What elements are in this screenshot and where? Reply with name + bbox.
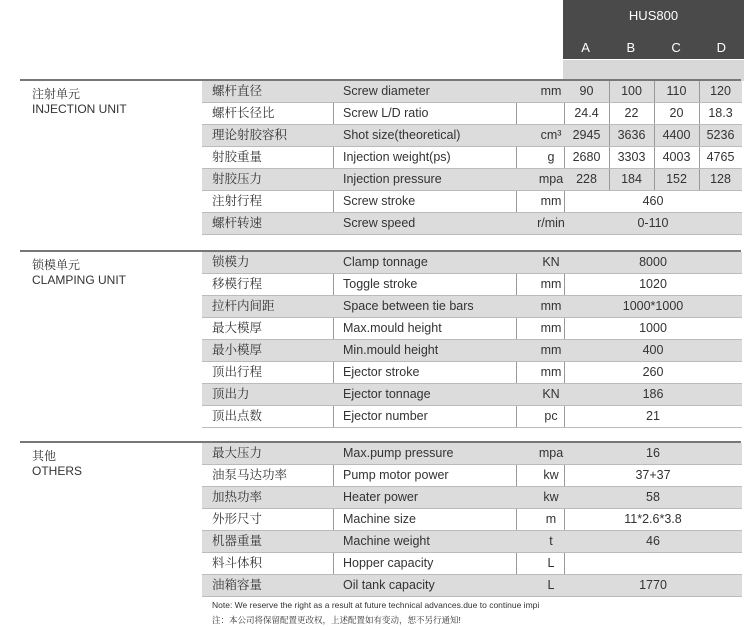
spec-value: 4400 [662, 128, 691, 142]
spec-unit: mm [540, 365, 562, 379]
spec-value: 46 [646, 534, 660, 548]
spec-row [202, 147, 742, 169]
spec-name-cn: 油箱容量 [212, 578, 263, 592]
spec-unit: mpa [538, 172, 564, 186]
spec-value: 5236 [706, 128, 735, 142]
spec-name-cn: 顶出行程 [212, 365, 263, 379]
spec-value: 0-110 [637, 216, 669, 230]
spec-unit: g [547, 150, 555, 164]
spec-name-cn: 料斗体积 [212, 556, 263, 570]
spec-name-cn: 注射行程 [212, 194, 263, 208]
spec-name-en: Machine weight [343, 534, 430, 548]
section-injection [20, 79, 741, 236]
spec-value: 152 [666, 172, 687, 186]
model-columns [563, 37, 744, 59]
spec-name-en: Clamp tonnage [343, 255, 428, 269]
spec-name-en: Ejector number [343, 409, 428, 423]
spec-value: 21 [646, 409, 660, 423]
section-label-cn: 其他 [32, 449, 57, 463]
spec-row [202, 509, 742, 531]
spec-value: 110 [666, 84, 687, 98]
value-divider [654, 169, 655, 190]
spec-row [202, 125, 742, 147]
spec-value: 20 [669, 106, 684, 120]
spec-row [202, 213, 742, 235]
spec-value: 1770 [639, 578, 667, 592]
spec-value: 24.4 [574, 106, 599, 120]
spec-row [202, 296, 742, 318]
spec-unit: mm [540, 299, 562, 313]
spec-value: 128 [710, 172, 731, 186]
spec-value: 90 [579, 84, 594, 98]
spec-name-cn: 外形尺寸 [212, 512, 263, 526]
section-label-en: INJECTION UNIT [32, 102, 127, 116]
spec-name-cn: 理论射胶容积 [212, 128, 288, 142]
spec-name-cn: 锁模力 [212, 255, 250, 269]
spec-value: 2680 [572, 150, 601, 164]
section-label [32, 258, 126, 288]
note-cn: 注：本公司将保留配置更改权，上述配置如有变动，恕不另行通知! [212, 615, 461, 625]
spec-row [202, 487, 742, 509]
spec-value: 1020 [639, 277, 667, 291]
spec-name-en: Space between tie bars [343, 299, 474, 313]
spec-unit: mm [540, 277, 562, 291]
spec-value: 260 [642, 365, 664, 379]
spec-row [202, 103, 742, 125]
spec-value: 460 [642, 194, 664, 208]
spec-value: 2945 [572, 128, 601, 142]
section-rows [202, 81, 742, 235]
spec-unit: mpa [538, 446, 564, 460]
value-divider [654, 147, 655, 168]
spec-name-en: Oil tank capacity [343, 578, 435, 592]
spec-value: 4003 [662, 150, 691, 164]
section-label [32, 449, 82, 479]
note-en: Note: We reserve the right as a result at future technical advances.due to continue impi [212, 600, 540, 610]
header-strip [563, 59, 744, 81]
spec-name-en: Ejector stroke [343, 365, 420, 379]
spec-name-en: Toggle stroke [343, 277, 418, 291]
spec-name-en: Max.mould height [343, 321, 442, 335]
section-rows [202, 443, 742, 597]
spec-name-cn: 螺杆长径比 [212, 106, 275, 120]
spec-value: 22 [624, 106, 639, 120]
value-divider [609, 103, 610, 124]
spec-unit: L [547, 556, 555, 570]
spec-row [202, 465, 742, 487]
value-divider [699, 103, 700, 124]
section-label-en: CLAMPING UNIT [32, 273, 127, 287]
spec-name-cn: 最大压力 [212, 446, 263, 460]
spec-unit: mm [540, 84, 562, 98]
section-clamping [20, 250, 741, 429]
value-divider [654, 103, 655, 124]
spec-unit: L [547, 578, 555, 592]
spec-name-cn: 顶出点数 [212, 409, 263, 423]
section-label-en: OTHERS [32, 464, 83, 478]
spec-name-en: Screw speed [343, 216, 416, 230]
spec-value: 3303 [617, 150, 646, 164]
value-divider [699, 81, 700, 102]
spec-name-cn: 螺杆直径 [212, 84, 263, 98]
spec-name-cn: 顶出力 [212, 387, 250, 401]
spec-value: 100 [621, 84, 642, 98]
spec-value: 400 [642, 343, 664, 357]
spec-name-cn: 射胶重量 [212, 150, 263, 164]
spec-name-cn: 螺杆转速 [212, 216, 263, 230]
model-name: HUS800 [628, 8, 679, 23]
spec-value: 58 [646, 490, 660, 504]
section-label-cn: 注射单元 [32, 87, 81, 101]
spec-row [202, 191, 742, 213]
spec-value: 37+37 [635, 468, 671, 482]
spec-name-cn: 最小模厚 [212, 343, 263, 357]
model-header [563, 0, 744, 80]
spec-row [202, 575, 742, 597]
spec-unit: kw [543, 468, 559, 482]
spec-name-en: Machine size [343, 512, 416, 526]
spec-row [202, 169, 742, 191]
spec-name-cn: 拉杆内间距 [212, 299, 275, 313]
spec-row [202, 81, 742, 103]
spec-name-en: Screw stroke [343, 194, 416, 208]
spec-value: 228 [576, 172, 597, 186]
spec-row [202, 252, 742, 274]
spec-name-cn: 机器重量 [212, 534, 263, 548]
spec-unit: m [545, 512, 557, 526]
spec-row [202, 406, 742, 428]
column-label: D [716, 40, 727, 55]
spec-row [202, 531, 742, 553]
spec-row [202, 274, 742, 296]
spec-row [202, 318, 742, 340]
value-divider [654, 81, 655, 102]
spec-name-en: Heater power [343, 490, 419, 504]
spec-unit: KN [542, 387, 560, 401]
value-divider [609, 81, 610, 102]
spec-value: 8000 [639, 255, 667, 269]
value-divider [654, 125, 655, 146]
section-label-cn: 锁模单元 [32, 258, 81, 272]
value-divider [609, 125, 610, 146]
section-rows [202, 252, 742, 428]
spec-name-en: Max.pump pressure [343, 446, 454, 460]
column-label: A [581, 40, 590, 55]
spec-value: 186 [642, 387, 664, 401]
spec-unit: mm [540, 321, 562, 335]
column-label: B [626, 40, 636, 55]
spec-value: 120 [710, 84, 731, 98]
spec-unit: r/min [537, 216, 565, 230]
spec-name-en: Ejector tonnage [343, 387, 431, 401]
spec-name-en: Min.mould height [343, 343, 439, 357]
value-divider [699, 147, 700, 168]
spec-name-en: Screw diameter [343, 84, 430, 98]
spec-row [202, 340, 742, 362]
spec-value: 11*2.6*3.8 [624, 512, 682, 526]
value-divider [609, 147, 610, 168]
spec-row [202, 362, 742, 384]
spec-value: 4765 [706, 150, 735, 164]
spec-name-en: Screw L/D ratio [343, 106, 429, 120]
spec-value: 1000*1000 [622, 299, 684, 313]
spec-name-cn: 加热功率 [212, 490, 263, 504]
spec-unit: kw [543, 490, 559, 504]
spec-unit: pc [544, 409, 558, 423]
section-label [32, 87, 127, 117]
spec-name-en: Shot size(theoretical) [343, 128, 461, 142]
spec-unit: mm [540, 194, 562, 208]
spec-unit: KN [542, 255, 560, 269]
spec-row [202, 443, 742, 465]
value-divider [699, 169, 700, 190]
spec-value: 1000 [639, 321, 667, 335]
spec-unit: t [549, 534, 553, 548]
spec-value: 18.3 [708, 106, 733, 120]
spec-unit: cm³ [540, 128, 562, 142]
spec-row [202, 384, 742, 406]
spec-name-cn: 移模行程 [212, 277, 263, 291]
value-divider [699, 125, 700, 146]
spec-name-cn: 射胶压力 [212, 172, 263, 186]
spec-name-en: Injection weight(ps) [343, 150, 451, 164]
spec-row [202, 553, 742, 575]
spec-name-en: Pump motor power [343, 468, 449, 482]
spec-value: 16 [646, 446, 660, 460]
spec-value: 184 [621, 172, 642, 186]
spec-name-cn: 油泵马达功率 [212, 468, 288, 482]
spec-value: 3636 [617, 128, 646, 142]
spec-name-cn: 最大模厚 [212, 321, 263, 335]
spec-unit: mm [540, 343, 562, 357]
spec-name-en: Hopper capacity [343, 556, 434, 570]
spec-name-en: Injection pressure [343, 172, 442, 186]
value-divider [609, 169, 610, 190]
column-label: C [671, 40, 681, 55]
section-others [20, 441, 741, 598]
